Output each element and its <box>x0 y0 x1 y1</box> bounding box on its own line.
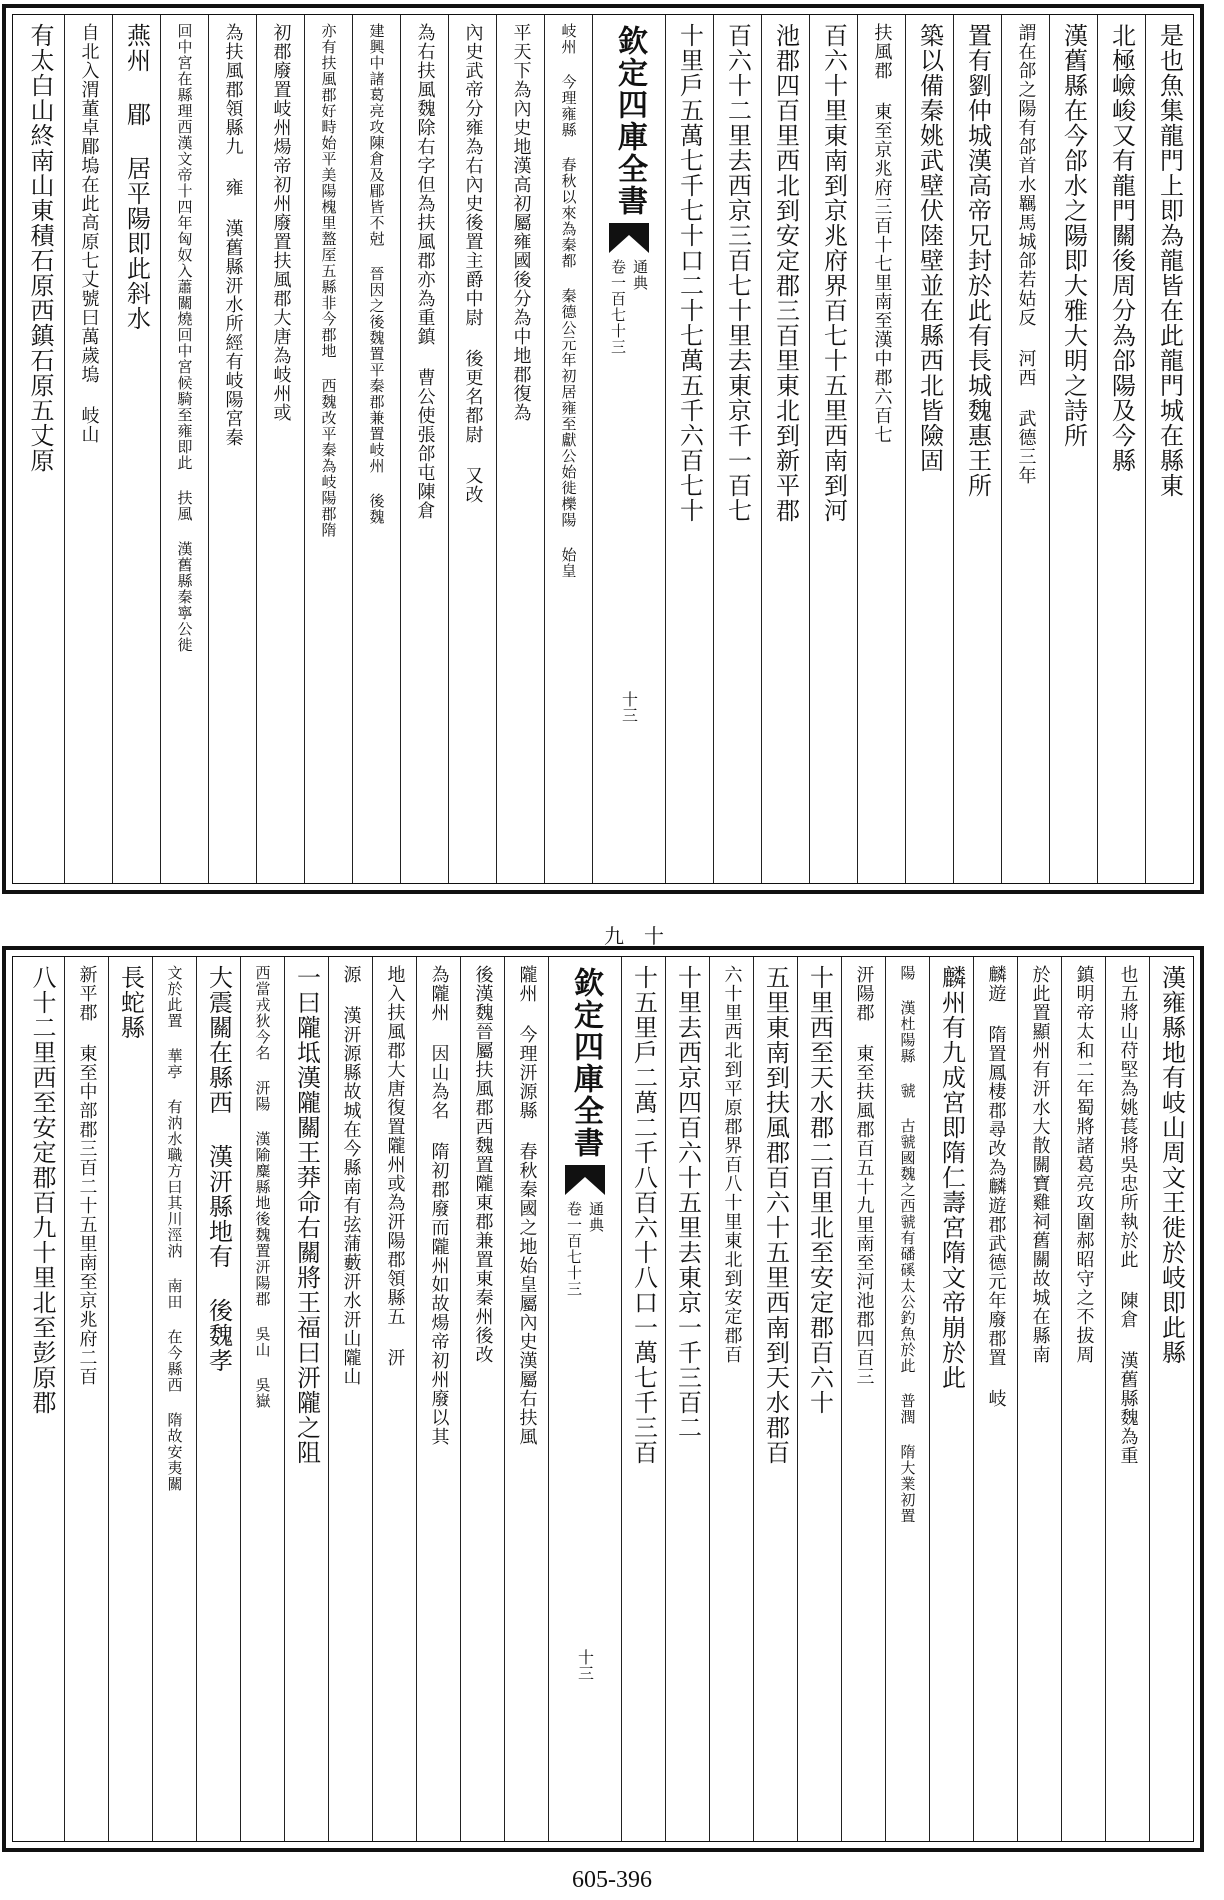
text-column <box>1061 957 1105 1841</box>
text-column <box>152 957 196 1841</box>
text-column <box>372 957 416 1841</box>
column-text: 源 漢汧源縣故城在今縣南有弦蒲藪汧水汧山隴山 <box>340 965 362 1386</box>
column-text: 地入扶風郡大唐復置隴州或為汧陽郡領縣五 汧 <box>384 965 406 1367</box>
folio-number: 十三 <box>619 691 639 723</box>
text-column <box>929 957 973 1841</box>
column-text: 陽 漢杜陽縣 虢 古虢國魏之西虢有磻磎太公釣魚於此 普潤 隋大業初置 <box>898 965 917 1524</box>
text-column <box>1149 957 1193 1841</box>
text-column <box>108 957 152 1841</box>
column-text: 岐州 今理雍縣 春秋以來為秦都 秦德公元年初居雍至獻公始徙櫟陽 始皇 <box>559 23 578 579</box>
column-text: 為隴州 因山為名 隋初郡廢而隴州如故煬帝初州廢以其 <box>428 965 450 1446</box>
center-fold-column <box>592 15 665 883</box>
column-text: 百六十二里去西京三百七十里去東京千一百七 <box>723 23 752 523</box>
column-text: 燕州 郿 居平陽即此斜水 <box>122 23 151 331</box>
column-text: 也五將山苻堅為姚萇將吳忠所執於此 陳倉 漢舊縣魏為重 <box>1117 965 1139 1465</box>
column-text: 鎮明帝太和二年蜀將諸葛亮攻圍郝昭守之不拔周 <box>1073 965 1095 1364</box>
text-column <box>460 957 504 1841</box>
text-column <box>1049 15 1097 883</box>
gutter-marks: 九 十 <box>604 924 664 948</box>
text-column <box>256 15 304 883</box>
text-column <box>496 15 544 883</box>
column-text: 內史武帝分雍為右內史後置主爵中尉 後更名都尉 又改 <box>462 23 484 504</box>
column-text: 隴州 今理汧源縣 春秋秦國之地始皇屬內史漢屬右扶風 <box>516 965 538 1446</box>
text-column <box>112 15 160 883</box>
text-column <box>797 957 841 1841</box>
text-column <box>953 15 1001 883</box>
column-text: 十五里戶二萬二千八百六十八口一萬七千三百 <box>629 965 658 1465</box>
column-text: 十里西至天水郡二百里北至安定郡百六十 <box>805 965 834 1415</box>
column-text: 新平郡 東至中部郡三百二十五里南至京兆府二百 <box>76 965 98 1386</box>
side-info <box>609 259 649 355</box>
text-column <box>504 957 548 1841</box>
text-column <box>416 957 460 1841</box>
text-column <box>621 957 665 1841</box>
text-column <box>1097 15 1145 883</box>
column-text: 扶風郡 東至京兆府三百十七里南至漢中郡六百七 <box>871 23 893 444</box>
column-text: 漢舊縣在今郃水之陽即大雅大明之詩所 <box>1059 23 1088 448</box>
column-text: 一曰隴坻漢隴關王莽命右關將王福曰汧隴之阻 <box>292 965 321 1465</box>
side-info <box>565 1201 605 1297</box>
text-column <box>753 957 797 1841</box>
bottom-page <box>2 946 1204 1852</box>
text-column <box>1105 957 1149 1841</box>
text-column <box>64 957 108 1841</box>
text-column <box>1017 957 1061 1841</box>
text-column <box>665 15 713 883</box>
text-column <box>16 15 64 883</box>
column-text: 建興中諸葛亮攻陳倉及郿皆不尅 晉因之後魏置平秦郡兼置岐州 後魏 <box>367 23 386 525</box>
volume-side-label: 卷一百七十三 <box>609 259 627 355</box>
column-text: 麟遊 隋置鳳棲郡尋改為麟遊郡武德元年廢郡置 岐 <box>985 965 1007 1408</box>
column-text: 八十二里西至安定郡百九十里北至彭原郡 <box>28 965 56 1415</box>
column-text: 初郡廢置岐州煬帝初州廢置扶風郡大唐為岐州或 <box>270 23 292 422</box>
text-column <box>208 15 256 883</box>
column-text: 麟州有九成宮即隋仁壽宮隋文帝崩於此 <box>937 965 966 1390</box>
text-column <box>196 957 240 1841</box>
column-text: 回中宮在縣理西漢文帝十四年匈奴入蕭關燒回中宮候騎至雍即此 扶風 漢舊縣秦寧公徙 <box>175 23 194 653</box>
text-column <box>240 957 284 1841</box>
column-text: 文於此置 華亭 有汭水職方曰其川涇汭 南田 在今縣西 隋故安夷關 <box>165 965 184 1492</box>
text-column <box>328 957 372 1841</box>
fishtail-mark-icon <box>609 223 649 253</box>
text-column <box>885 957 929 1841</box>
column-text: 北極嶮峻又有龍門關後周分為郃陽及今縣 <box>1107 23 1136 473</box>
text-column <box>544 15 592 883</box>
text-column <box>284 957 328 1841</box>
column-text: 百六十里東南到京兆府界百七十五里西南到河 <box>819 23 848 523</box>
book-title: 欽定四庫全書 <box>612 25 647 217</box>
book-title: 欽定四庫全書 <box>568 967 603 1159</box>
column-text: 池郡四百里西北到安定郡三百里東北到新平郡 <box>771 23 800 523</box>
column-text: 平天下為內史地漢高初屬雍國後分為中地郡復為 <box>510 23 532 422</box>
column-text: 十里去西京四百六十五里去東京一千三百二 <box>673 965 702 1440</box>
text-column <box>20 957 64 1841</box>
text-column <box>400 15 448 883</box>
top-page <box>2 4 1204 894</box>
text-column <box>352 15 400 883</box>
text-column <box>841 957 885 1841</box>
column-text: 五里東南到扶風郡百六十五里西南到天水郡百 <box>761 965 790 1465</box>
column-text: 長蛇縣 <box>116 965 145 1040</box>
text-column <box>160 15 208 883</box>
fishtail-mark-icon <box>565 1165 605 1195</box>
volume-side-label: 卷一百七十三 <box>565 1201 583 1297</box>
column-text: 為扶風郡領縣九 雍 漢舊縣汧水所經有岐陽宮秦 <box>222 23 244 447</box>
text-column <box>761 15 809 883</box>
center-fold-column <box>548 957 621 1841</box>
column-text: 大震關在縣西 漢汧縣地有 後魏孝 <box>204 965 233 1373</box>
column-text: 為右扶風魏除右字但為扶風郡亦為重鎮 曹公使張郃屯陳倉 <box>414 23 436 520</box>
top-page-columns <box>12 14 1194 884</box>
text-column <box>64 15 112 883</box>
page-number-footer: 605-396 <box>572 1867 652 1893</box>
column-text: 亦有扶風郡好畤始平美陽槐里盩厔五縣非今郡地 西魏改平秦為岐陽郡隋 <box>319 23 338 538</box>
text-column <box>709 957 753 1841</box>
column-text: 置有劉仲城漢高帝兄封於此有長城魏惠王所 <box>963 23 992 498</box>
column-text: 謂在郃之陽有郃首水羈馬城郃若姑反 河西 武德三年 <box>1015 23 1037 485</box>
column-text: 六十里西北到平原郡界百八十里東北到安定郡百 <box>721 965 743 1364</box>
book-side-label: 通典 <box>587 1201 605 1233</box>
column-text: 自北入渭董卓郿塢在此高原七丈號曰萬歲塢 岐山 <box>78 23 100 444</box>
text-column <box>448 15 496 883</box>
column-text: 築以備秦姚武壁伏陸壁並在縣西北皆險固 <box>915 23 944 473</box>
bottom-page-columns <box>12 956 1194 1842</box>
text-column <box>713 15 761 883</box>
text-column <box>809 15 857 883</box>
text-column <box>973 957 1017 1841</box>
text-column <box>665 957 709 1841</box>
text-column <box>304 15 352 883</box>
folio-number: 十三 <box>575 1649 595 1681</box>
column-text: 後漢魏晉屬扶風郡西魏置隴東郡兼置東秦州後改 <box>472 965 494 1364</box>
text-column <box>857 15 905 883</box>
text-column <box>905 15 953 883</box>
column-text: 十里戶五萬七千七十口二十七萬五千六百七十 <box>675 23 704 523</box>
column-text: 於此置顯州有汧水大散關寶雞祠舊關故城在縣南 <box>1029 965 1051 1364</box>
book-side-label: 通典 <box>631 259 649 291</box>
column-text: 西當戎狄今名 汧陽 漢隃麋縣地後魏置汧陽郡 吳山 吳嶽 <box>253 965 272 1409</box>
text-column <box>1145 15 1193 883</box>
column-text: 汧陽郡 東至扶風郡百五十九里南至河池郡四百三 <box>853 965 875 1386</box>
text-column <box>1001 15 1049 883</box>
column-text: 有太白山終南山東積石原西鎮石原五丈原 <box>26 23 54 473</box>
column-text: 漢雍縣地有岐山周文王徙於岐即此縣 <box>1157 965 1186 1365</box>
column-text: 是也魚集龍門上即為龍皆在此龍門城在縣東 <box>1155 23 1184 498</box>
